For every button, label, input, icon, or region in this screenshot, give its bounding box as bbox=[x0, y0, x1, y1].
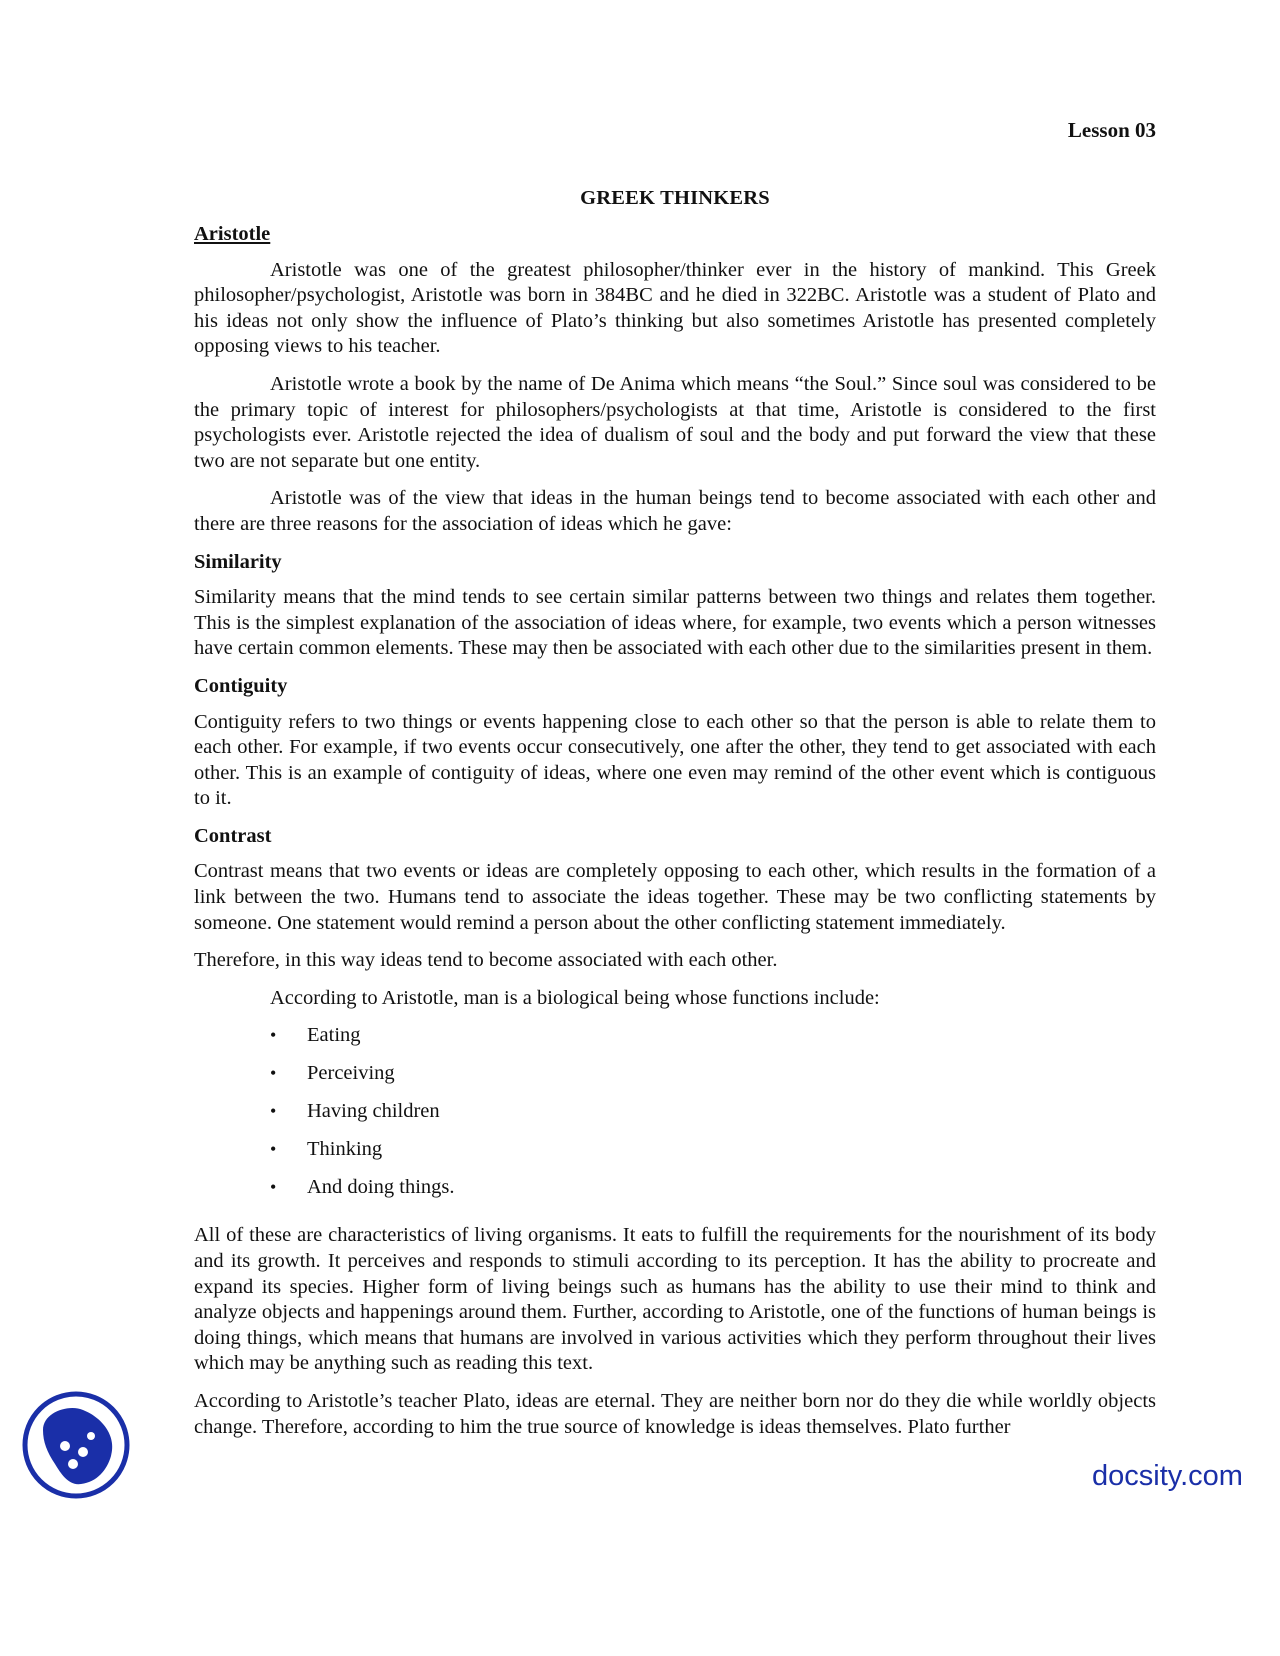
functions-list bbox=[194, 1023, 1156, 1213]
paragraph-de-anima: Aristotle wrote a book by the name of De Anima which means “the Soul.” Since soul was considered to be the primary topic of interest for philosophers/psychologists at that time, Aristotle is considered to the first psychologists ever. Aristotle rejected the idea of dualism of soul and the body and put forward the view that these two are not separate but one entity. bbox=[194, 372, 1156, 472]
lesson-label: Lesson 03 bbox=[1067, 118, 1156, 142]
list-item-label: Thinking bbox=[307, 1138, 383, 1161]
functions-intro: According to Aristotle, man is a biological being whose functions include: bbox=[270, 986, 880, 1009]
section-heading-aristotle: Aristotle bbox=[194, 223, 271, 245]
list-item bbox=[194, 1023, 1156, 1061]
document-body bbox=[194, 110, 1156, 1452]
list-item bbox=[194, 1099, 1156, 1137]
paragraph-closing: All of these are characteristics of living organisms. It eats to fulfill the requirements for the nourishment of its body and its growth. It perceives and responds to stimuli according to its perception. It has the ability to procreate and expand its species. Higher form of living beings such as humans has the ability to use their mind to think and analyze objects and happenings around them. Further, according to Aristotle, one of the functions of human beings is doing things, which means that humans are involved in various activities which they perform throughout their lives which may be anything such as reading this text. bbox=[194, 1224, 1156, 1375]
list-item-label: Eating bbox=[307, 1024, 361, 1047]
subheading-contiguity: Contiguity bbox=[194, 674, 288, 697]
docsity-brand-text[interactable]: docsity.com bbox=[1092, 1460, 1243, 1492]
list-item bbox=[194, 1137, 1156, 1175]
paragraph-association: Aristotle was of the view that ideas in the human beings tend to become associated with each other and there are three reasons for the association of ideas which he gave: bbox=[194, 487, 1156, 535]
bullet-icon: • bbox=[270, 1177, 277, 1198]
bullet-icon: • bbox=[270, 1025, 277, 1046]
document-title: GREEK THINKERS bbox=[580, 187, 770, 209]
list-item bbox=[194, 1061, 1156, 1099]
docsity-logo-icon[interactable] bbox=[21, 1390, 131, 1500]
bullet-icon: • bbox=[270, 1139, 277, 1160]
bullet-icon: • bbox=[270, 1063, 277, 1084]
paragraph-contiguity: Contiguity refers to two things or events happening close to each other so that the person is able to relate them to each other. For example, if two events occur consecutively, one after the other, they tend to get associated with each other. This is an example of contiguity of ideas, where one even may remind of the other event which is contiguous to it. bbox=[194, 710, 1156, 810]
subheading-contrast: Contrast bbox=[194, 824, 272, 847]
list-item bbox=[194, 1175, 1156, 1213]
bullet-icon: • bbox=[270, 1101, 277, 1122]
paragraph-contrast: Contrast means that two events or ideas are completely opposing to each other, which results in the formation of a link between the two. Humans tend to associate the ideas together. These may be two conflicting statements by someone. One statement would remind a person about the other conflicting statement immediately. bbox=[194, 860, 1156, 934]
list-item-label: Having children bbox=[307, 1100, 440, 1123]
summary-line: Therefore, in this way ideas tend to become associated with each other. bbox=[194, 949, 778, 972]
paragraph-final: According to Aristotle’s teacher Plato, ideas are eternal. They are neither born nor do they die while worldly objects change. Therefore, according to him the true source of knowledge is ideas themselves. Plato further bbox=[194, 1390, 1156, 1438]
subheading-similarity: Similarity bbox=[194, 550, 282, 573]
paragraph-similarity: Similarity means that the mind tends to see certain similar patterns between two things and relates them together. This is the simplest explanation of the association of ideas where, for example, two events which a person witnesses have certain common elements. These may then be associated with each other due to the similarities present in them. bbox=[194, 586, 1156, 660]
list-item-label: And doing things. bbox=[307, 1176, 455, 1199]
paragraph-intro: Aristotle was one of the greatest philosopher/thinker ever in the history of mankind. This Greek philosopher/psychologist, Aristotle was born in 384BC and he died in 322BC. Aristotle was a student of Plato and his ideas not only show the influence of Plato’s thinking but also sometimes Aristotle has presented completely opposing views to his teacher. bbox=[194, 258, 1156, 358]
list-item-label: Perceiving bbox=[307, 1062, 395, 1085]
